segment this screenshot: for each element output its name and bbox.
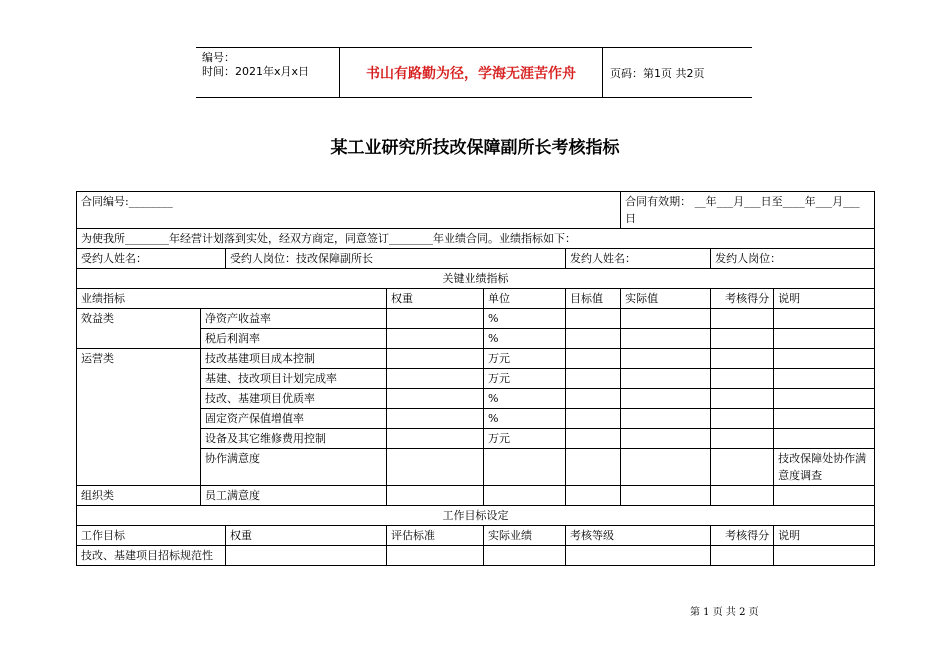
goal-note xyxy=(774,546,875,566)
kpi-item-note xyxy=(774,329,875,349)
kpi-item-unit xyxy=(484,486,566,506)
kpi-item-unit: % xyxy=(484,309,566,329)
kpi-row xyxy=(77,309,875,329)
kpi-header-weight: 权重 xyxy=(387,289,484,309)
kpi-item-unit: 万元 xyxy=(484,369,566,389)
kpi-item-weight xyxy=(387,389,484,409)
kpi-item-name: 税后利润率 xyxy=(201,329,387,349)
kpi-section-row xyxy=(77,269,875,289)
kpi-item-score xyxy=(711,429,774,449)
table-body xyxy=(77,192,875,566)
kpi-item-target xyxy=(566,409,621,429)
document-title: 某工业研究所技改保障副所长考核指标 xyxy=(330,138,620,158)
goal-header-weight: 权重 xyxy=(226,526,387,546)
goal-actual xyxy=(484,546,566,566)
kpi-item-note xyxy=(774,389,875,409)
kpi-item-note xyxy=(774,486,875,506)
goal-grade xyxy=(566,546,711,566)
kpi-header-row xyxy=(77,289,875,309)
contract-intro: 为使我所________年经营计划落到实处，经双方商定，同意签订________年业绩合同。业绩指标如下： xyxy=(77,229,875,249)
kpi-item-weight xyxy=(387,429,484,449)
goal-row xyxy=(77,546,875,566)
goal-score xyxy=(711,546,774,566)
goal-header-actual: 实际业绩 xyxy=(484,526,566,546)
kpi-item-unit: % xyxy=(484,329,566,349)
kpi-item-actual xyxy=(621,349,711,369)
kpi-item-score xyxy=(711,329,774,349)
kpi-header-note: 说明 xyxy=(774,289,875,309)
goal-name: 技改、基建项目招标规范性 xyxy=(77,546,226,566)
goal-header-criteria: 评估标准 xyxy=(387,526,484,546)
kpi-item-unit xyxy=(484,449,566,486)
kpi-item-unit: 万元 xyxy=(484,429,566,449)
appraisee-post: 受约人岗位：技改保障副所长 xyxy=(226,249,566,269)
goal-header-row xyxy=(77,526,875,546)
contract-row-1 xyxy=(77,192,875,229)
kpi-item-score xyxy=(711,309,774,329)
kpi-item-note xyxy=(774,369,875,389)
kpi-item-name: 技改、基建项目优质率 xyxy=(201,389,387,409)
kpi-header-indicator: 业绩指标 xyxy=(77,289,387,309)
kpi-item-weight xyxy=(387,349,484,369)
kpi-item-actual xyxy=(621,409,711,429)
kpi-item-weight xyxy=(387,369,484,389)
kpi-item-note xyxy=(774,349,875,369)
kpi-item-weight xyxy=(387,309,484,329)
kpi-row xyxy=(77,486,875,506)
kpi-header-score: 考核得分 xyxy=(711,289,774,309)
kpi-item-actual xyxy=(621,429,711,449)
validity-text: 合同有效期： __年___月___日至____年___月___日 xyxy=(625,195,860,225)
appraisal-table xyxy=(76,191,875,566)
issuer-post: 发约人岗位： xyxy=(711,249,875,269)
kpi-section-title: 关键业绩指标 xyxy=(77,269,875,289)
kpi-item-score xyxy=(711,409,774,429)
header-meta xyxy=(202,51,309,79)
kpi-item-name: 技改基建项目成本控制 xyxy=(201,349,387,369)
kpi-header-unit: 单位 xyxy=(484,289,566,309)
kpi-item-target xyxy=(566,349,621,369)
kpi-item-actual xyxy=(621,369,711,389)
page-header xyxy=(196,47,752,98)
contract-number: 合同编号:________ xyxy=(77,192,621,229)
kpi-item-score xyxy=(711,449,774,486)
goal-header-target: 工作目标 xyxy=(77,526,226,546)
kpi-category: 组织类 xyxy=(77,486,201,506)
number-label: 编号： xyxy=(202,51,235,64)
page-code: 页码：第1页 共2页 xyxy=(610,67,705,80)
kpi-item-target xyxy=(566,486,621,506)
time-label: 时间：2021年x月x日 xyxy=(202,65,310,78)
kpi-item-note xyxy=(774,409,875,429)
kpi-item-target xyxy=(566,369,621,389)
kpi-item-score xyxy=(711,389,774,409)
issuer-name: 发约人姓名： xyxy=(566,249,711,269)
kpi-item-note: 技改保障处协作满意度调查 xyxy=(774,449,875,486)
goal-header-note: 说明 xyxy=(774,526,875,546)
kpi-item-target xyxy=(566,329,621,349)
kpi-category: 效益类 xyxy=(77,309,201,349)
appraisee-name: 受约人姓名： xyxy=(77,249,226,269)
goal-weight xyxy=(226,546,387,566)
kpi-item-unit: % xyxy=(484,389,566,409)
goal-section-title: 工作目标设定 xyxy=(77,506,875,526)
kpi-item-target xyxy=(566,449,621,486)
kpi-item-score xyxy=(711,349,774,369)
kpi-item-weight xyxy=(387,486,484,506)
kpi-item-name: 固定资产保值增值率 xyxy=(201,409,387,429)
contract-row-3 xyxy=(77,249,875,269)
goal-header-score: 考核得分 xyxy=(711,526,774,546)
contract-row-2 xyxy=(77,229,875,249)
kpi-item-unit: % xyxy=(484,409,566,429)
goal-section-row xyxy=(77,506,875,526)
page-footer: 第 1 页 共 2 页 xyxy=(690,607,759,618)
kpi-item-weight xyxy=(387,449,484,486)
kpi-header-target: 目标值 xyxy=(566,289,621,309)
contract-validity xyxy=(621,192,875,229)
kpi-item-name: 设备及其它维修费用控制 xyxy=(201,429,387,449)
kpi-row xyxy=(77,349,875,369)
goal-criteria xyxy=(387,546,484,566)
kpi-category: 运营类 xyxy=(77,349,201,486)
kpi-item-target xyxy=(566,389,621,409)
kpi-item-weight xyxy=(387,329,484,349)
kpi-item-actual xyxy=(621,449,711,486)
kpi-item-note xyxy=(774,429,875,449)
kpi-item-name: 协作满意度 xyxy=(201,449,387,486)
kpi-item-weight xyxy=(387,409,484,429)
kpi-item-actual xyxy=(621,389,711,409)
kpi-item-unit: 万元 xyxy=(484,349,566,369)
kpi-item-name: 员工满意度 xyxy=(201,486,387,506)
kpi-item-name: 基建、技改项目计划完成率 xyxy=(201,369,387,389)
motto: 书山有路勤为径，学海无涯苦作舟 xyxy=(339,48,603,97)
kpi-item-note xyxy=(774,309,875,329)
kpi-item-actual xyxy=(621,329,711,349)
kpi-item-score xyxy=(711,486,774,506)
kpi-item-name: 净资产收益率 xyxy=(201,309,387,329)
kpi-item-target xyxy=(566,429,621,449)
kpi-header-actual: 实际值 xyxy=(621,289,711,309)
goal-header-grade: 考核等级 xyxy=(566,526,711,546)
kpi-item-target xyxy=(566,309,621,329)
kpi-item-actual xyxy=(621,309,711,329)
kpi-item-score xyxy=(711,369,774,389)
kpi-item-actual xyxy=(621,486,711,506)
